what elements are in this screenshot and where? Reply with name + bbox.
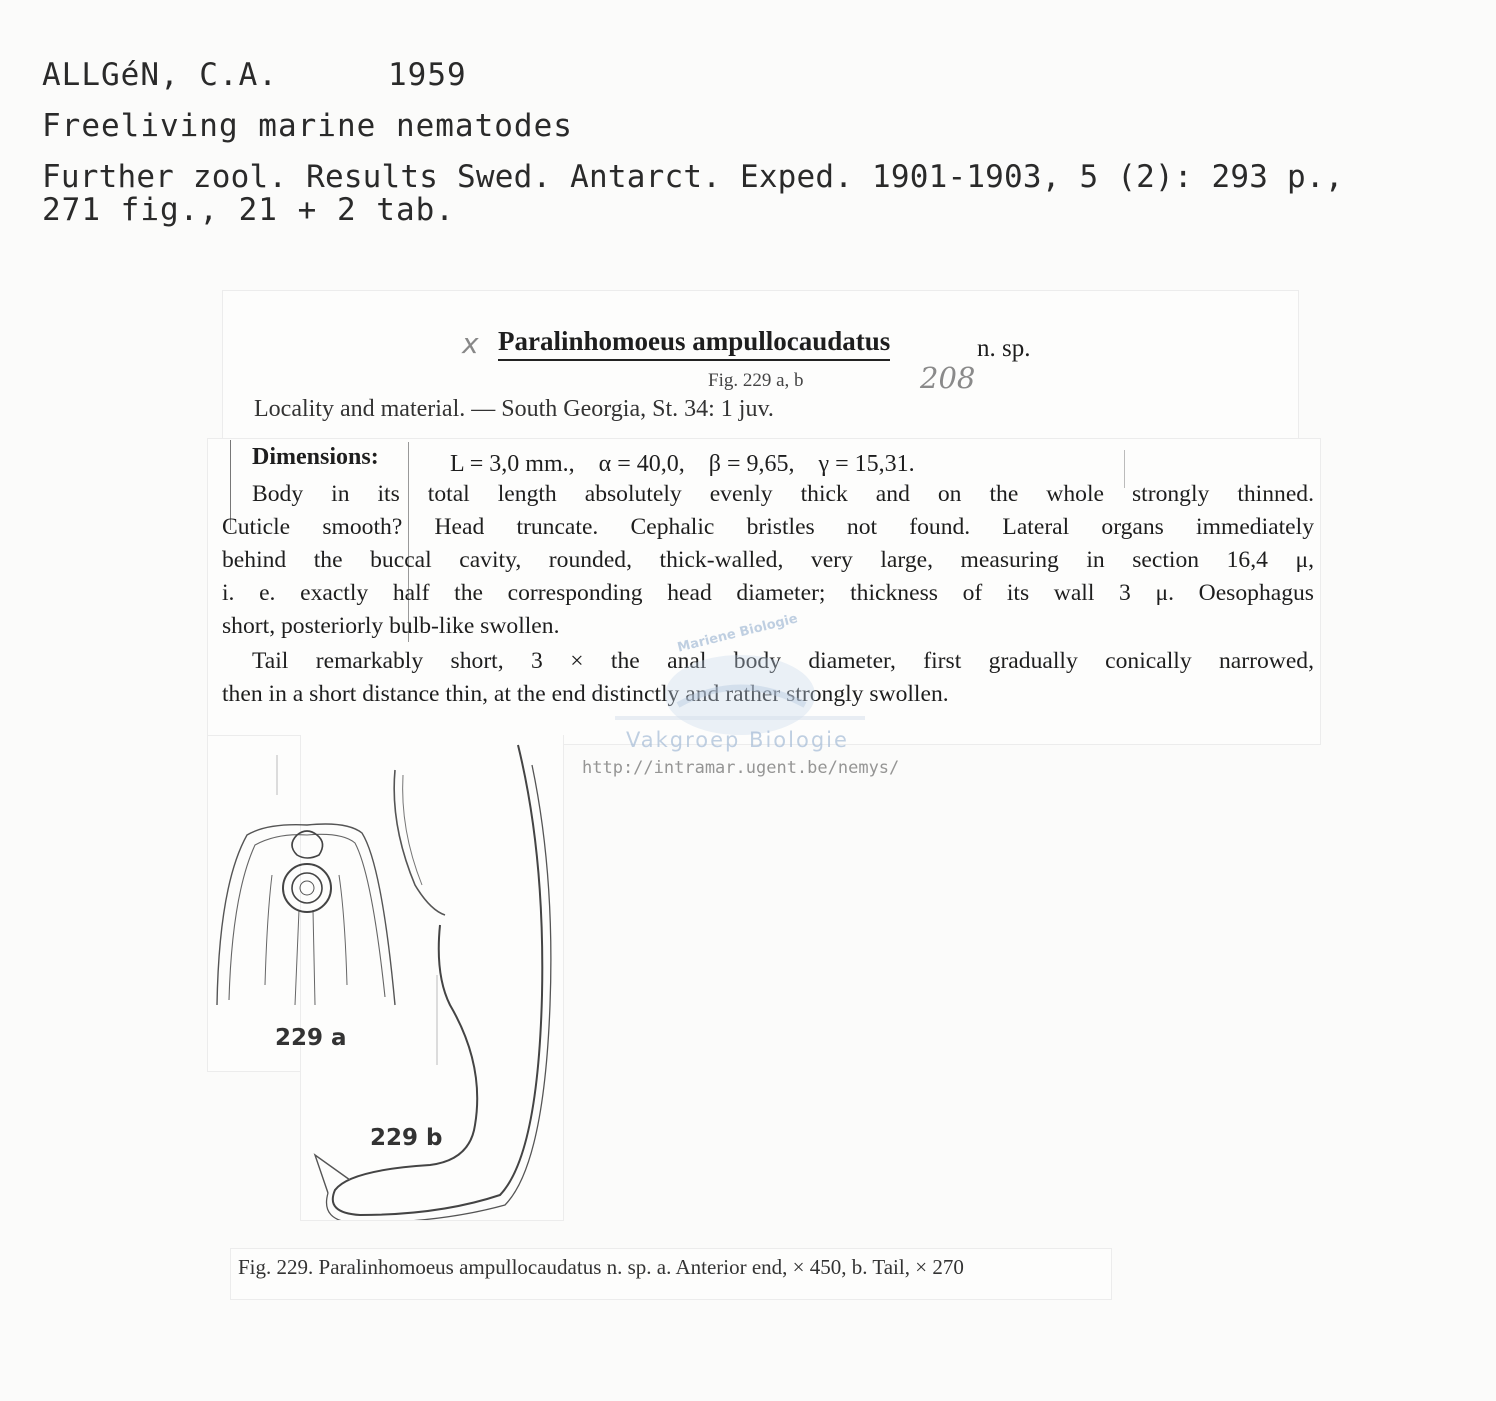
description-line: Cuticle smooth? Head truncate. Cephalic bristles not found. Lateral organs immediately	[222, 514, 1314, 540]
description-line: behind the buccal cavity, rounded, thick-walled, very large, measuring in section 16,4 μ,	[222, 547, 1314, 573]
card-title: Freeliving marine nematodes	[42, 108, 573, 144]
figure-label-229b	[370, 1125, 442, 1151]
handwritten-mark: x	[462, 327, 479, 360]
figure-label-text: 229 b	[370, 1125, 443, 1151]
handwritten-number: 208	[920, 361, 976, 395]
description-line: short, posteriorly bulb-like swollen.	[222, 613, 560, 639]
tail-line: then in a short distance thin, at the end distinctly and rather strongly swollen.	[222, 681, 949, 707]
card-citation-line1: Further zool. Results Swed. Antarct. Exped. 1901-1903, 5 (2): 293 p.,	[42, 159, 1344, 195]
card-author: ALLGéN, C.A.	[42, 57, 278, 93]
watermark-url: http://intramar.ugent.be/nemys/	[582, 758, 900, 778]
tail-line: Tail remarkably short, 3 × the anal body diameter, first gradually conically narrowed,	[252, 648, 1314, 674]
watermark-label: Vakgroep Biologie	[626, 728, 849, 752]
figure-label-text: 229 a	[275, 1025, 347, 1051]
figure-reference: Fig. 229 a, b	[708, 370, 804, 391]
description-line: i. e. exactly half the corresponding head diameter; thickness of its wall 3 μ. Oesophagus	[222, 580, 1314, 606]
description-line: Body in its total length absolutely evenly thick and on the whole strongly thinned.	[252, 481, 1314, 507]
figure-caption: Fig. 229. Paralinhomoeus ampullocaudatus n. sp. a. Anterior end, × 450, b. Tail, × 270	[238, 1255, 964, 1279]
card-year: 1959	[388, 57, 467, 93]
card-citation-line2: 271 fig., 21 + 2 tab.	[42, 192, 455, 228]
species-status: n. sp.	[977, 335, 1031, 362]
watermark-arc-text: Mariene Biologie	[676, 611, 800, 656]
dimensions-values: L = 3,0 mm., α = 40,0, β = 9,65, γ = 15,31.	[450, 451, 915, 477]
species-name: Paralinhomoeus ampullocaudatus	[498, 328, 890, 361]
locality-text: Locality and material. — South Georgia, St. 34: 1 juv.	[254, 396, 774, 422]
dimensions-label: Dimensions:	[252, 444, 379, 470]
